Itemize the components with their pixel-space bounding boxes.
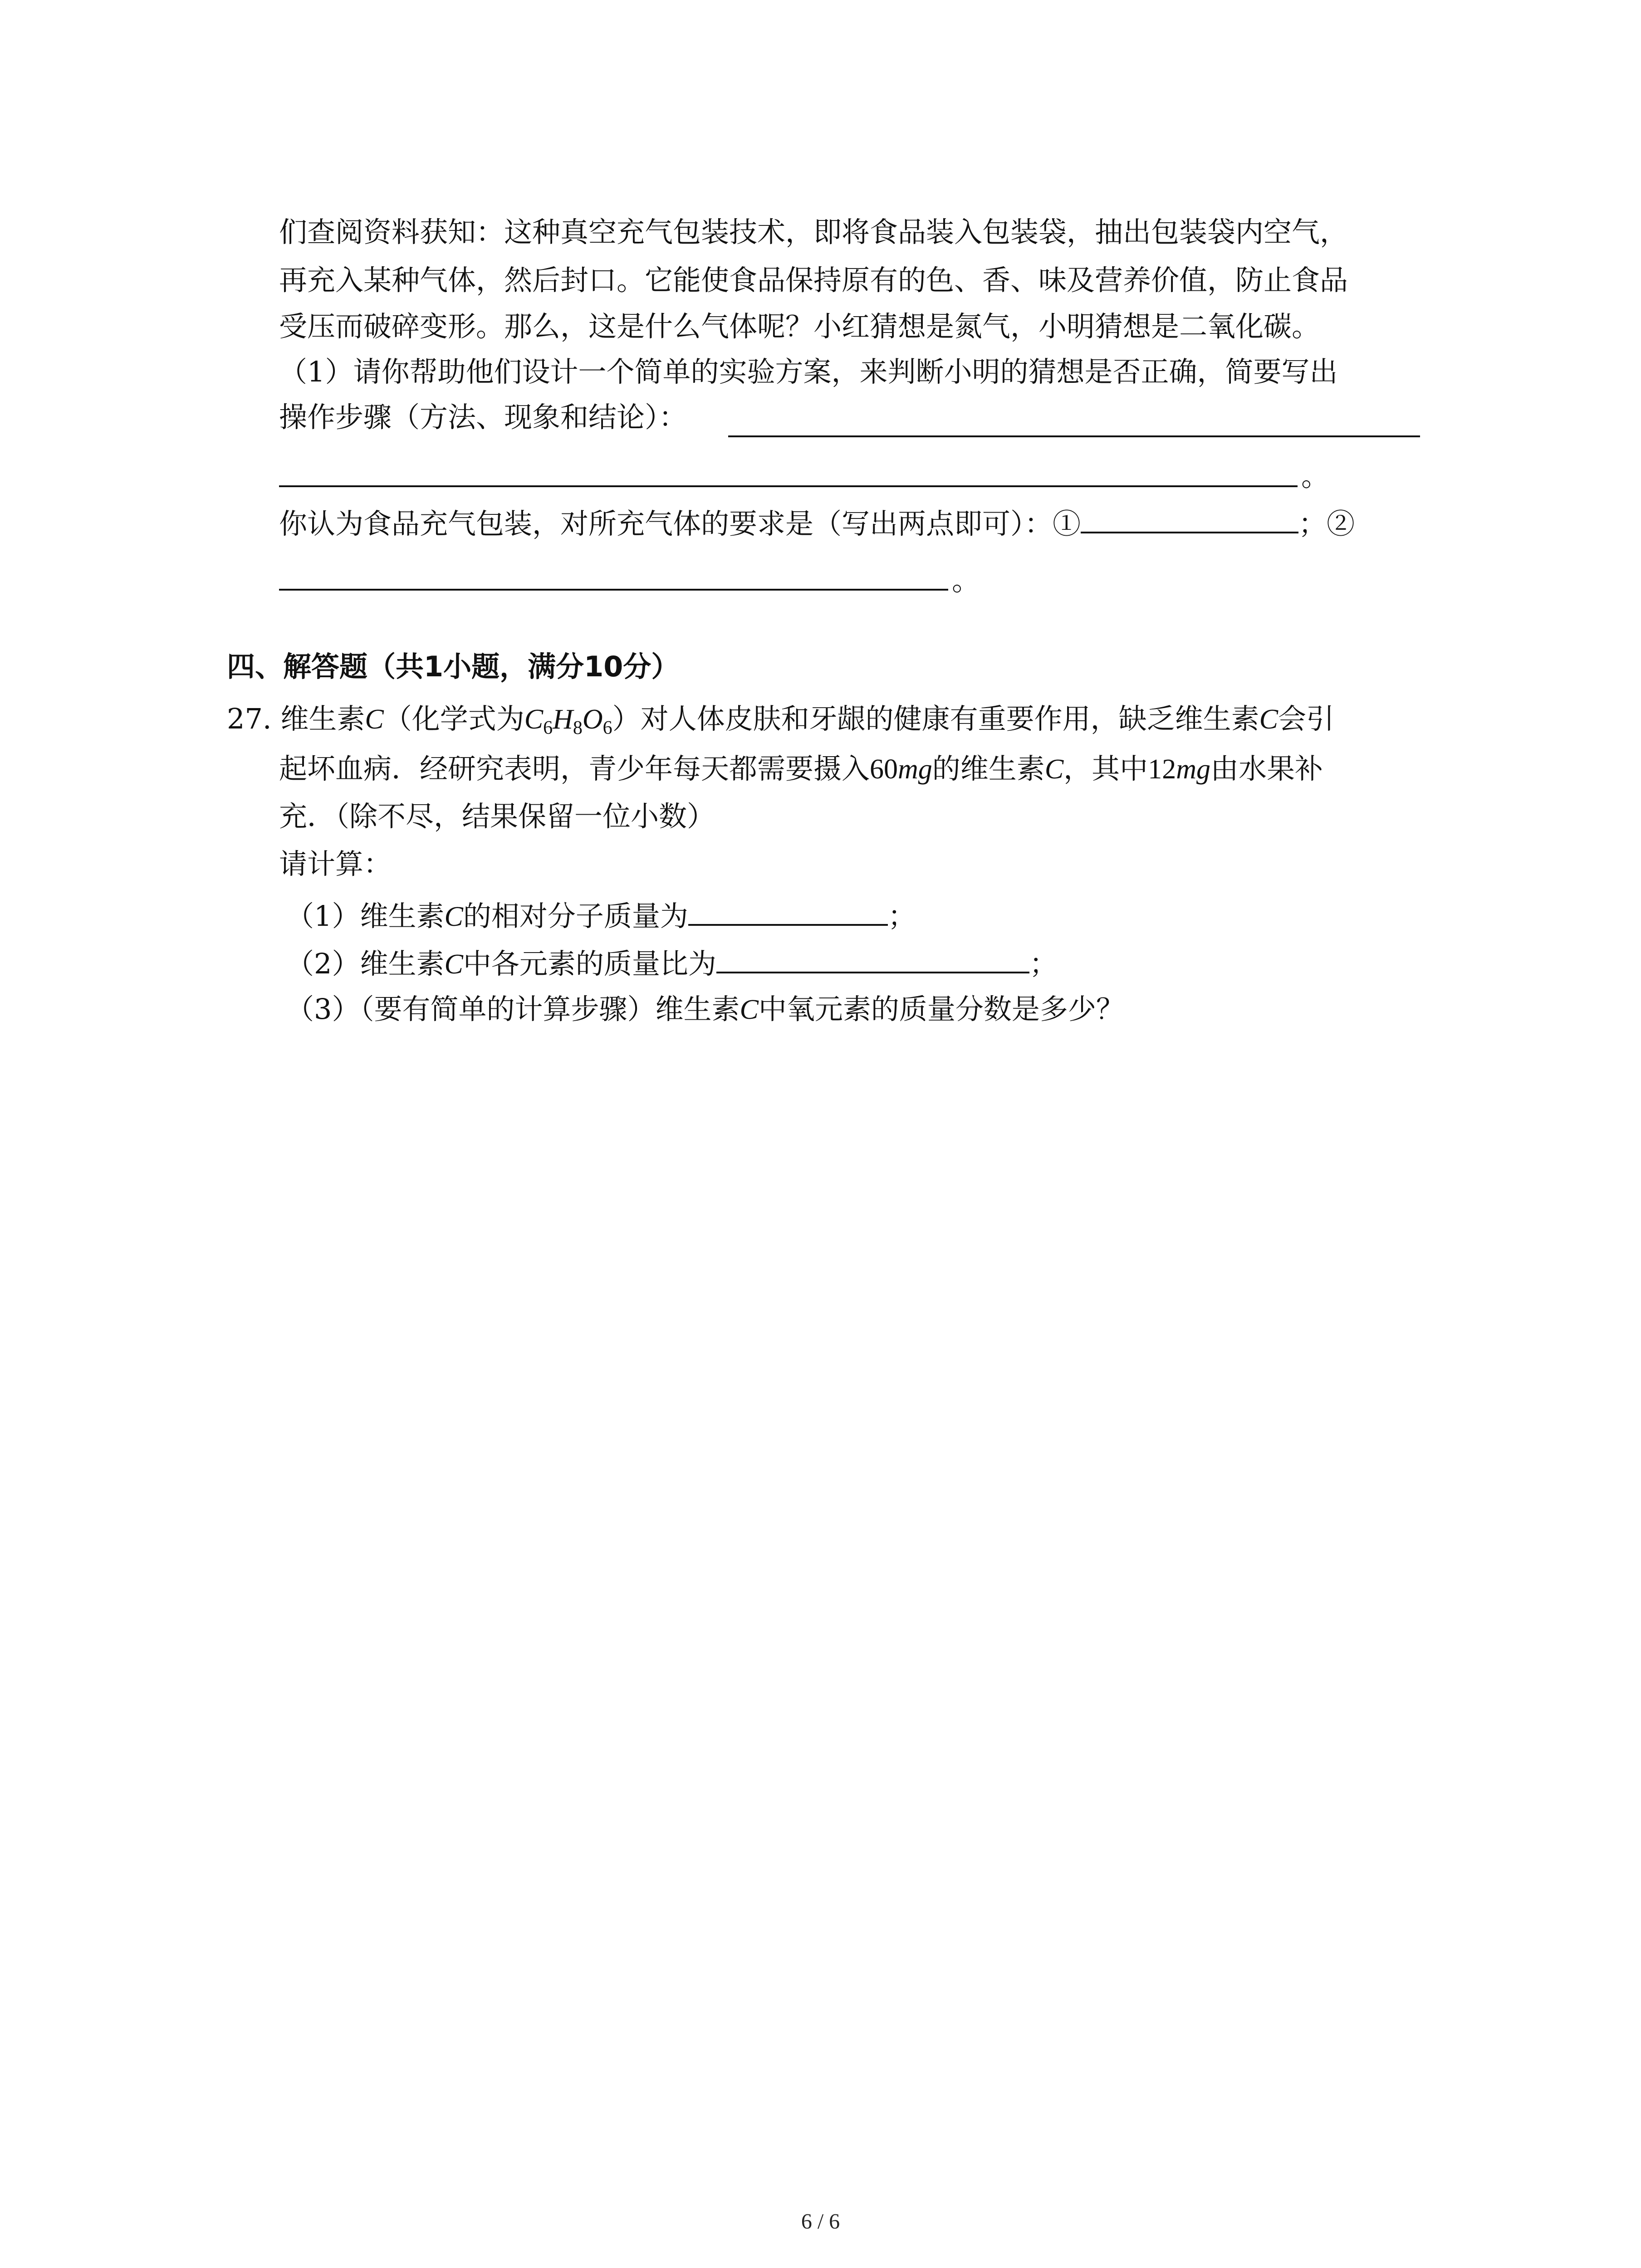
- passage-line-3: 受压而破碎变形。那么，这是什么气体呢？小红猜想是氮气，小明猜想是二氧化碳。: [279, 310, 1320, 343]
- question-27-line-1: [227, 701, 1334, 738]
- text-segment: （3）（要有简单的计算步骤）维生素: [286, 992, 740, 1026]
- passage-line-2: 再充入某种气体，然后封口。它能使食品保持原有的色、香、味及营养价值，防止食品: [279, 264, 1348, 297]
- answer-blank-q2-2[interactable]: [279, 589, 948, 591]
- unit-label: mg: [898, 754, 932, 785]
- formula-subscript: 8: [573, 718, 583, 738]
- text-segment: 起坏血病．经研究表明，青少年每天都需要摄入: [279, 752, 870, 785]
- question-2-separator: ；②: [1298, 507, 1355, 540]
- formula-subscript: 6: [543, 718, 553, 738]
- math-variable: C: [365, 704, 384, 735]
- math-variable: C: [1044, 754, 1064, 785]
- question-27-line-3: 充．（除不尽，结果保留一位小数）: [279, 800, 715, 833]
- answer-blank-27-2[interactable]: [716, 943, 1029, 973]
- question-2-line: [279, 503, 1355, 542]
- formula-subscript: 6: [603, 718, 612, 738]
- formula-element-o: O: [582, 704, 603, 735]
- formula-element-c: C: [524, 704, 544, 735]
- question-1-line-1: （1）请你帮助他们设计一个简单的实验方案，来判断小明的猜想是否正确，简要写出: [279, 355, 1338, 388]
- answer-blank-q1-a[interactable]: [728, 435, 1420, 437]
- question-number: 27.: [227, 702, 272, 735]
- text-segment: 的相对分子质量为: [463, 899, 688, 933]
- math-variable: C: [444, 901, 463, 932]
- sub-question-2: [286, 943, 1058, 982]
- chemical-formula: [524, 704, 612, 738]
- section-heading: 四、解答题（共1小题，满分10分）: [227, 650, 680, 683]
- quantity-value: 60: [870, 754, 898, 785]
- text-segment: 中各元素的质量比为: [463, 947, 716, 980]
- text-segment: （2）维生素: [286, 947, 445, 980]
- question-27-line-2: [279, 751, 1323, 787]
- text-segment: 会引: [1278, 702, 1335, 735]
- text-segment: ；: [887, 899, 916, 933]
- quantity-value: 12: [1148, 754, 1176, 785]
- question-2-end: 。: [952, 564, 980, 597]
- question-1-line-2: [279, 399, 687, 435]
- question-1-prompt: 操作步骤（方法、现象和结论）：: [279, 401, 687, 434]
- text-segment: 由水果补: [1210, 752, 1323, 785]
- answer-blank-27-1[interactable]: [688, 896, 888, 926]
- math-variable: C: [1259, 704, 1279, 735]
- answer-blank-q1-b[interactable]: [279, 485, 1298, 487]
- formula-element-h: H: [553, 704, 573, 735]
- text-segment: （化学式为: [383, 702, 524, 735]
- sub-question-1: [286, 896, 916, 935]
- question-1-end: 。: [1301, 459, 1330, 493]
- question-27-line-4: 请计算：: [279, 847, 392, 880]
- text-segment: 的维生素: [932, 752, 1045, 785]
- text-segment: 中氧元素的质量分数是多少？: [758, 992, 1124, 1026]
- question-2-prompt: 你认为食品充气包装，对所充气体的要求是（写出两点即可）：①: [279, 507, 1081, 540]
- answer-blank-q2-1[interactable]: [1081, 503, 1298, 533]
- unit-label: mg: [1176, 754, 1210, 785]
- math-variable: C: [444, 949, 463, 980]
- text-segment: 维生素: [280, 702, 365, 735]
- sub-question-3: [286, 991, 1124, 1028]
- text-segment: ；: [1029, 947, 1058, 980]
- math-variable: C: [740, 994, 759, 1025]
- text-segment: ）对人体皮肤和牙龈的健康有重要作用，缺乏维生素: [612, 702, 1259, 735]
- page-number: 6 / 6: [801, 2209, 840, 2234]
- text-segment: （1）维生素: [286, 899, 445, 933]
- passage-line-1: 们查阅资料获知：这种真空充气包装技术，即将食品装入包装袋，抽出包装袋内空气，: [279, 215, 1348, 249]
- text-segment: ，其中: [1063, 752, 1148, 785]
